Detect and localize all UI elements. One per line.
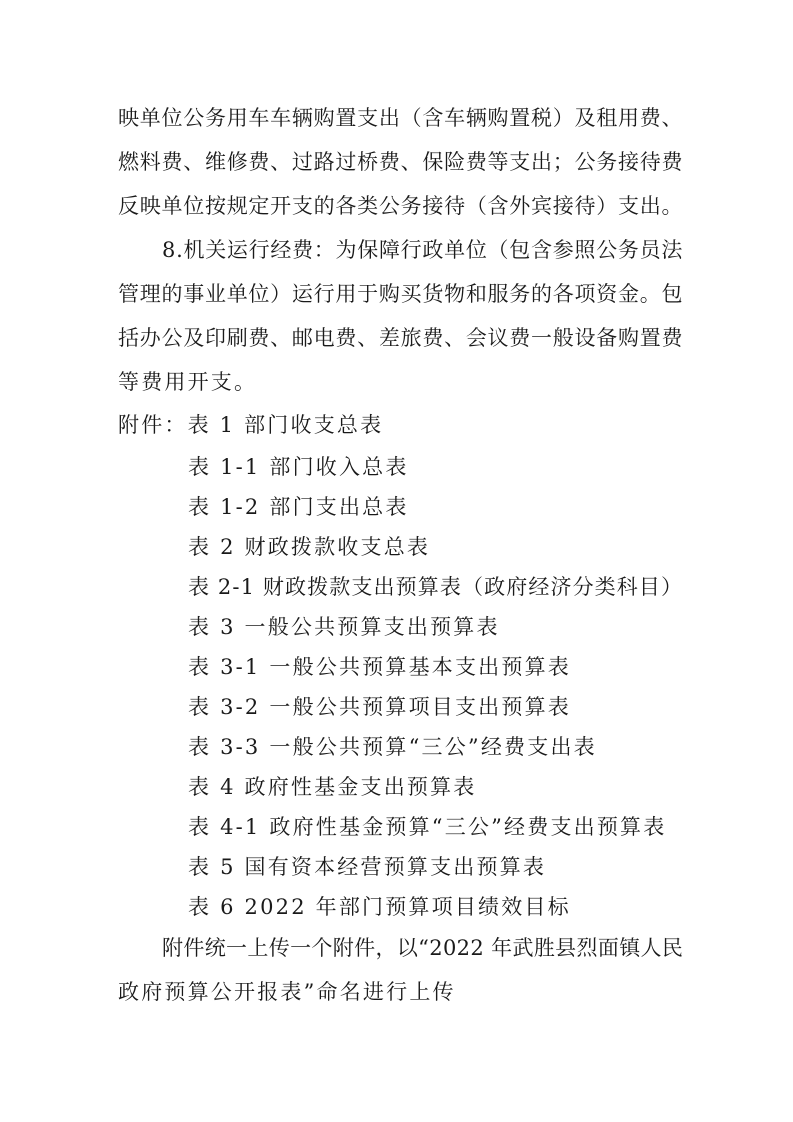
paragraph-line: 反映单位按规定开支的各类公务接待（含外宾接待）支出。 — [118, 194, 684, 218]
attachment-item: 表 4 政府性基金支出预算表 — [188, 775, 477, 799]
attachment-item: 表 2-1 财政拨款支出预算表（政府经济分类科目） — [188, 575, 684, 599]
paragraph-line: 燃料费、维修费、过路过桥费、保险费等支出；公务接待费 — [118, 150, 684, 174]
attachment-heading: 附件：表 1 部门收支总表 — [118, 413, 384, 437]
closing-line: 政府预算公开报表”命名进行上传 — [118, 980, 456, 1004]
paragraph-line: 8.机关运行经费：为保障行政单位（包含参照公务员法 — [162, 238, 684, 262]
attachment-item: 表 3-2 一般公共预算项目支出预算表 — [188, 695, 571, 719]
attachment-item: 表 2 财政拨款收支总表 — [188, 535, 431, 559]
attachment-item: 表 3-1 一般公共预算基本支出预算表 — [188, 655, 571, 679]
attachment-item: 表 6 2022 年部门预算项目绩效目标 — [188, 895, 571, 919]
attachment-item: 表 3 一般公共预算支出预算表 — [188, 615, 500, 639]
paragraph-line: 管理的事业单位）运行用于购买货物和服务的各项资金。包 — [118, 282, 684, 306]
attachment-item: 表 3-3 一般公共预算“三公”经费支出表 — [188, 735, 597, 759]
paragraph-line: 括办公及印刷费、邮电费、差旅费、会议费一般设备购置费 — [118, 326, 684, 350]
attachment-item: 表 1-1 部门收入总表 — [188, 455, 409, 479]
attachment-item: 表 1-2 部门支出总表 — [188, 495, 409, 519]
attachment-item: 表 4-1 政府性基金预算“三公”经费支出预算表 — [188, 815, 667, 839]
paragraph-line: 映单位公务用车车辆购置支出（含车辆购置税）及租用费、 — [118, 106, 684, 130]
paragraph-line: 等费用开支。 — [118, 370, 258, 394]
attachment-item: 表 5 国有资本经营预算支出预算表 — [188, 855, 547, 879]
closing-line: 附件统一上传一个附件，以“2022 年武胜县烈面镇人民 — [162, 936, 684, 960]
